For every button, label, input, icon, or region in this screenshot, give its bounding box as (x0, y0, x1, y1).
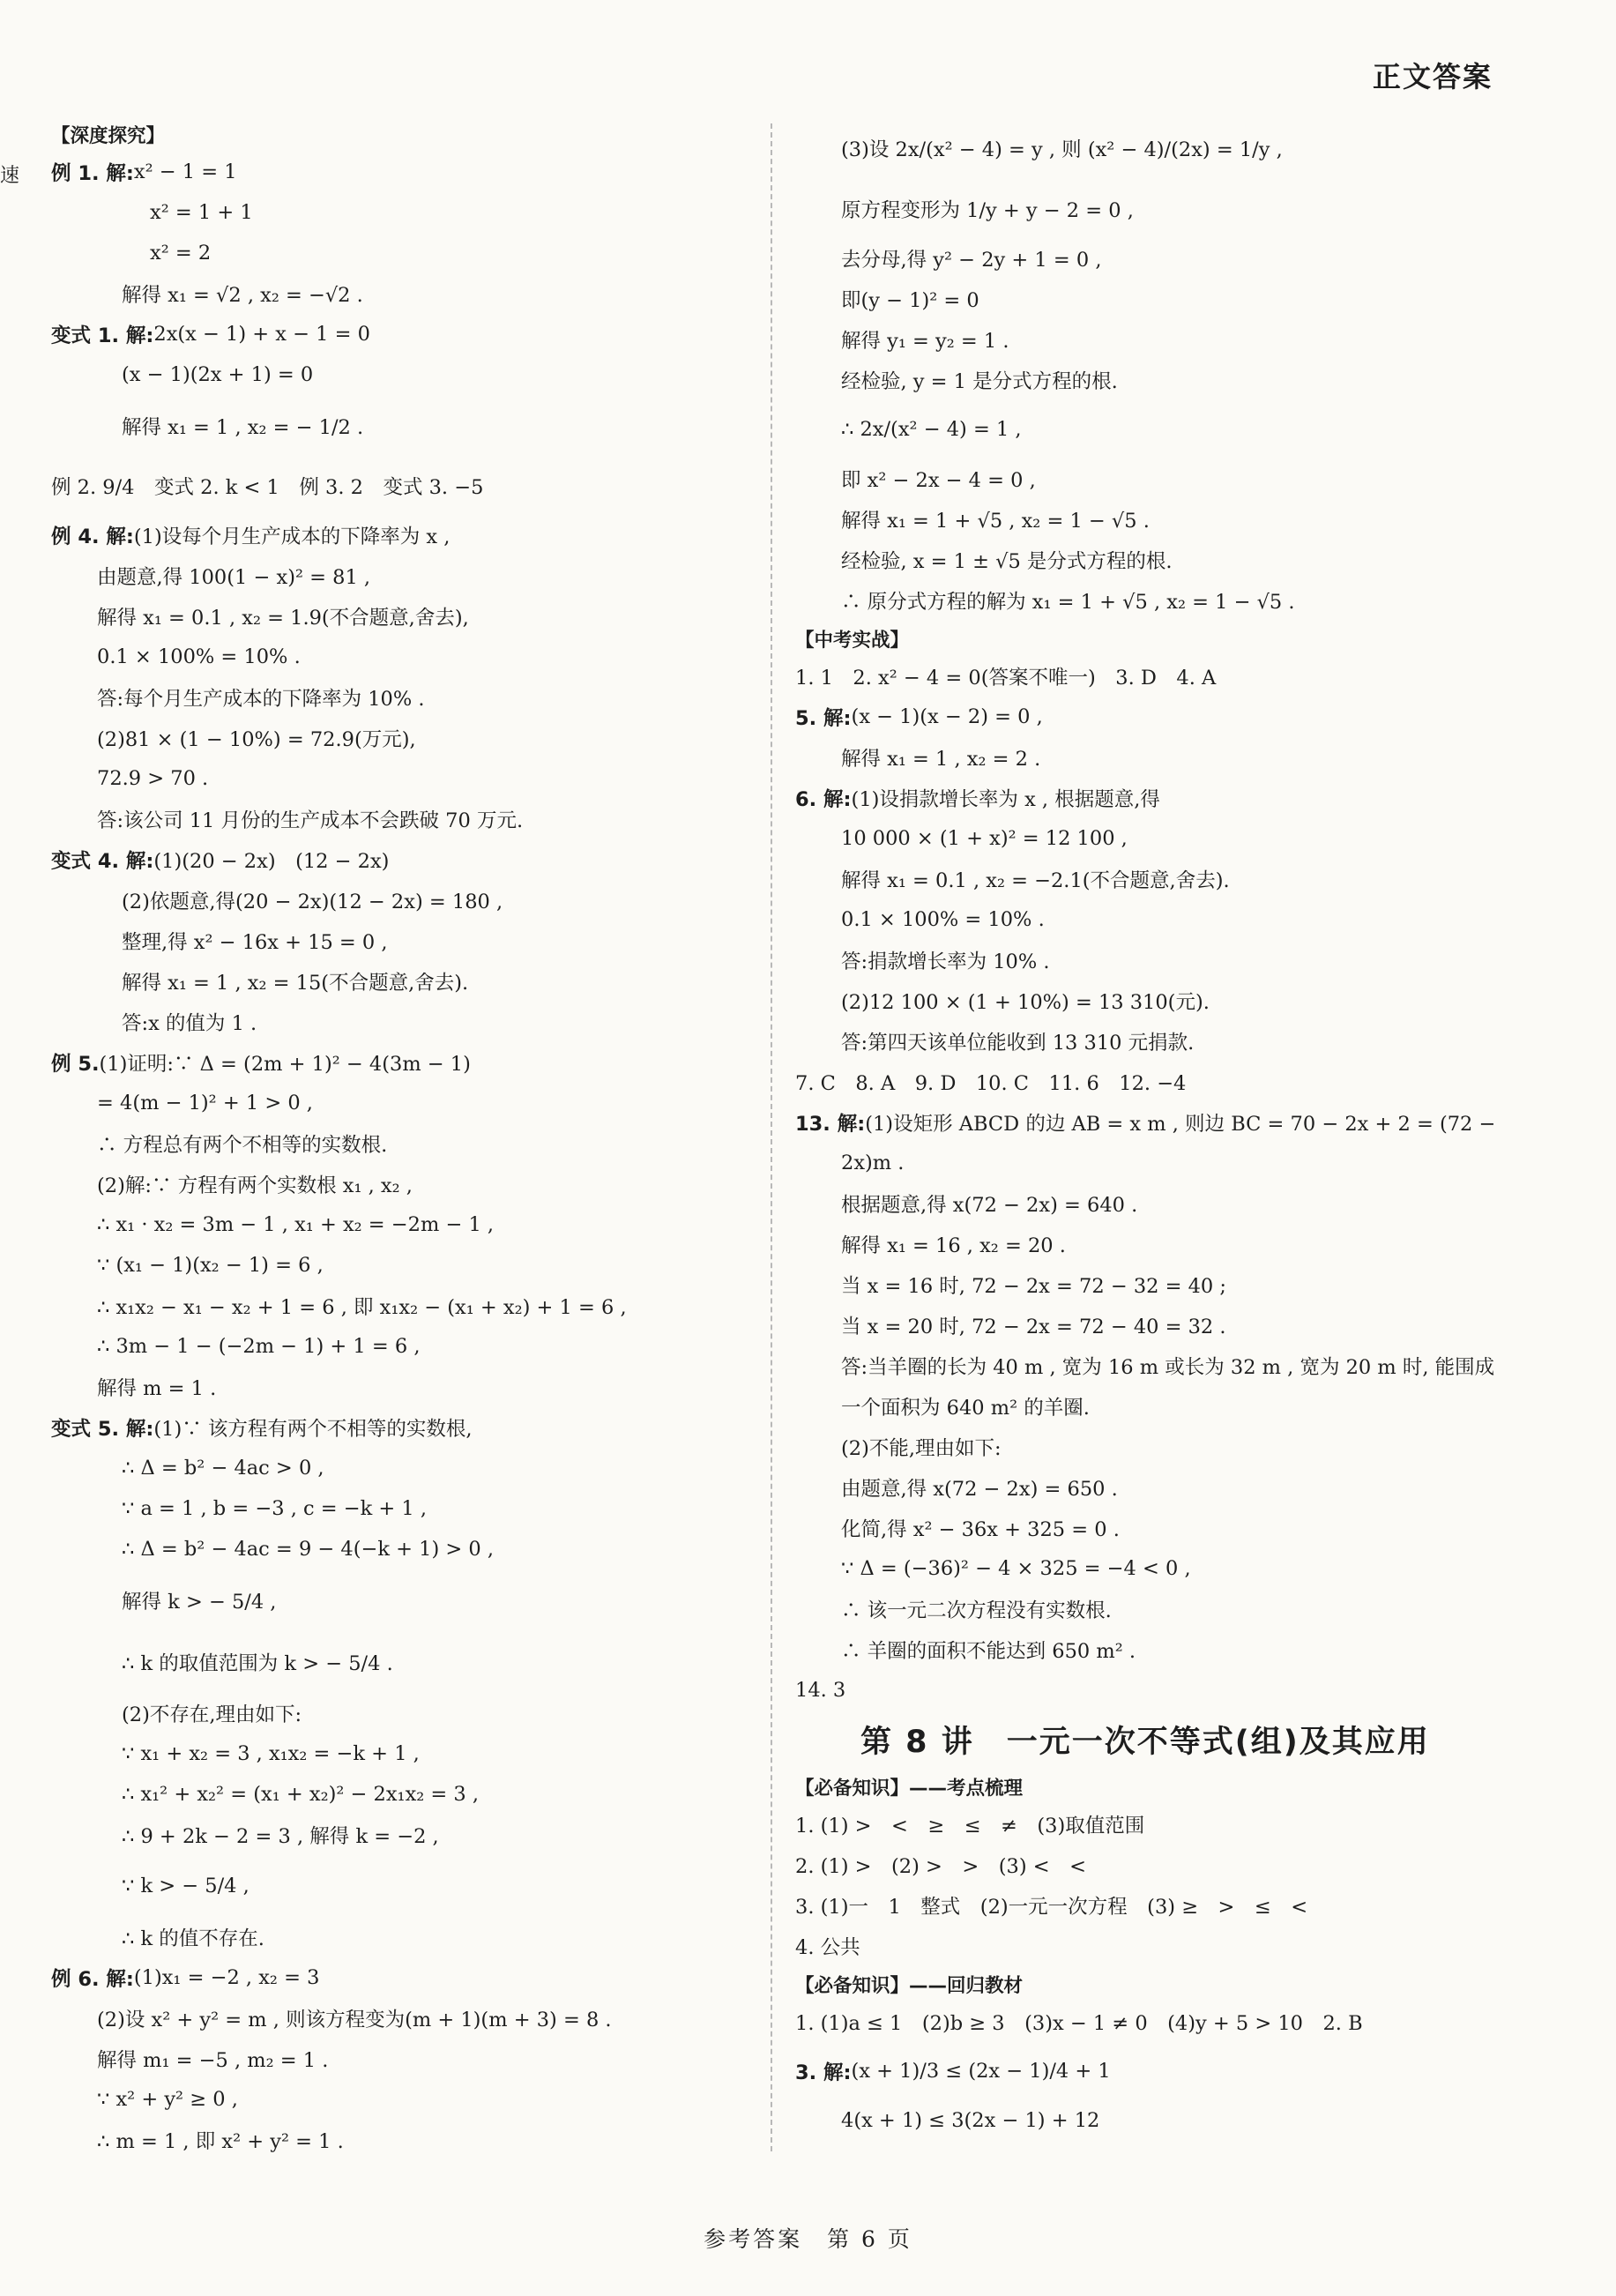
answer-line: 解得 x₁ = 0.1 , x₂ = 1.9(不合题意,舍去), (97, 607, 469, 630)
answer-line: (3)设 2x/(x² − 4) = y , 则 (x² − 4)/(2x) = 1/y , (841, 138, 1283, 161)
answer-line: 答:捐款增长率为 10% . (841, 950, 1050, 973)
answer-line: 4. 公共 (795, 1936, 860, 1959)
question-label: 13. 解: (795, 1113, 866, 1136)
answer-line: ∴ Δ = b² − 4ac > 0 , (122, 1457, 324, 1480)
answer-line: 0.1 × 100% = 10% . (97, 645, 301, 668)
answer-line: ∴ x₁x₂ − x₁ − x₂ + 1 = 6 , 即 x₁x₂ − (x₁ + x₂) + 1 = 6 , (97, 1296, 627, 1319)
labeled-answer-line (51, 152, 748, 192)
answer-line: 1. (1)a ≤ 1 (2)b ≥ 3 (3)x − 1 ≠ 0 (4)y + 5 > 10 2. B (795, 2012, 1363, 2035)
answer-line: 一个面积为 640 m² 的羊圈. (841, 1397, 1090, 1420)
lecture-title: 第 8 讲 一元一次不等式(组)及其应用 (860, 1725, 1430, 1760)
labeled-answer-line (51, 314, 748, 354)
answer-line: 整理,得 x² − 16x + 15 = 0 , (122, 931, 388, 954)
answer-line: (2)设 x² + y² = m , 则该方程变为(m + 1)(m + 3) = 8 . (97, 2009, 612, 2031)
answer-line: ∴ m = 1 , 即 x² + y² = 1 . (97, 2130, 344, 2153)
question-label: 6. 解: (795, 788, 852, 811)
answer-line: 答:每个月生产成本的下降率为 10% . (97, 688, 425, 711)
labeled-answer-line (795, 778, 1501, 818)
answer-line: ∴ 方程总有两个不相等的实数根. (97, 1134, 388, 1157)
answer-line: ∴ 2x/(x² − 4) = 1 , (841, 418, 1022, 441)
section-heading: 【中考实战】 (795, 629, 910, 652)
answer-line: 解得 x₁ = 0.1 , x₂ = −2.1(不合题意,舍去). (841, 869, 1230, 892)
answer-line: 去分母,得 y² − 2y + 1 = 0 , (841, 249, 1102, 272)
answer-line: (2)12 100 × (1 + 10%) = 13 310(元). (841, 991, 1210, 1014)
answer-line: ∴ k 的取值范围为 k > − 5/4 . (122, 1652, 393, 1675)
answer-line: 即(y − 1)² = 0 (841, 289, 979, 312)
answer-line: 4(x + 1) ≤ 3(2x − 1) + 12 (841, 2109, 1100, 2132)
labeled-answer-line (51, 1407, 748, 1448)
answer-line: ∴ 羊圈的面积不能达到 650 m² . (841, 1640, 1136, 1663)
labeled-answer-line (795, 697, 1501, 737)
section-heading: 【必备知识】——回归教材 (795, 1974, 1024, 1997)
answer-line: (2)不能,理由如下: (841, 1437, 1002, 1460)
answer-line: 原方程变形为 1/y + y − 2 = 0 , (841, 199, 1134, 222)
section-heading: 【必备知识】——考点梳理 (795, 1777, 1024, 1800)
answer-line: 由题意,得 x(72 − 2x) = 650 . (841, 1478, 1118, 1501)
answer-line: 3. (1)一 1 整式 (2)一元一次方程 (3) ≥ > ≤ < (795, 1896, 1308, 1919)
answer-line: x² = 2 (150, 242, 212, 265)
answer-text: (1)∵ 该方程有两个不相等的实数根, (153, 1418, 473, 1441)
answer-line: 解得 y₁ = y₂ = 1 . (841, 330, 1009, 353)
answer-line: 由题意,得 100(1 − x)² = 81 , (97, 566, 371, 589)
answer-line: 例 2. 9/4 变式 2. k < 1 例 3. 2 变式 3. −5 (51, 476, 484, 499)
answer-line: 解得 x₁ = 1 , x₂ = 2 . (841, 748, 1041, 771)
question-label: 变式 4. 解: (51, 850, 154, 873)
answer-line: 答:第四天该单位能收到 13 310 元捐款. (841, 1032, 1195, 1055)
answer-line: 答:该公司 11 月份的生产成本不会跌破 70 万元. (97, 809, 524, 832)
answer-text: (x − 1)(x − 2) = 0 , (851, 705, 1043, 728)
answer-line: 14. 3 (795, 1679, 846, 1702)
answer-line: ∵ a = 1 , b = −3 , c = −k + 1 , (122, 1497, 428, 1520)
labeled-answer-line (51, 839, 748, 880)
page-footer: 参考答案 第 6 页 (704, 2226, 912, 2252)
answer-line: 解得 x₁ = √2 , x₂ = −√2 . (122, 284, 363, 307)
answer-line: 解得 k > − 5/4 , (122, 1591, 277, 1614)
answer-text: 2x(x − 1) + x − 1 = 0 (153, 323, 370, 346)
page-header-title: 正文答案 (1372, 60, 1493, 93)
answer-line: ∵ Δ = (−36)² − 4 × 325 = −4 < 0 , (841, 1557, 1191, 1580)
labeled-answer-line (795, 1102, 1501, 1143)
labeled-answer-line (51, 1042, 748, 1083)
answer-text: (1)证明:∵ Δ = (2m + 1)² − 4(3m − 1) (99, 1053, 471, 1076)
answer-line: 0.1 × 100% = 10% . (841, 908, 1045, 931)
answer-text: (1)x₁ = −2 , x₂ = 3 (133, 1966, 320, 1989)
answer-line: 答:当羊圈的长为 40 m , 宽为 16 m 或长为 32 m , 宽为 20 m 时, 能围成 (841, 1356, 1495, 1379)
answer-line: 答:x 的值为 1 . (122, 1012, 257, 1035)
question-label: 3. 解: (795, 2061, 852, 2084)
labeled-answer-line (51, 1957, 748, 1998)
answer-line: ∵ x₁ + x₂ = 3 , x₁x₂ = −k + 1 , (122, 1742, 420, 1765)
answer-line: = 4(m − 1)² + 1 > 0 , (97, 1092, 313, 1114)
answer-line: ∵ (x₁ − 1)(x₂ − 1) = 6 , (97, 1254, 324, 1277)
question-label: 变式 5. 解: (51, 1418, 154, 1441)
page-edge-character: 速 (0, 165, 20, 187)
answer-line: 经检验, x = 1 ± √5 是分式方程的根. (841, 550, 1173, 573)
answer-line: 解得 m = 1 . (97, 1377, 217, 1400)
answer-line: (x − 1)(2x + 1) = 0 (122, 363, 314, 386)
answer-text: (1)(20 − 2x) (12 − 2x) (153, 850, 390, 873)
answer-text: (1)设每个月生产成本的下降率为 x , (133, 526, 451, 548)
answer-line: ∴ x₁ · x₂ = 3m − 1 , x₁ + x₂ = −2m − 1 , (97, 1213, 495, 1236)
answer-line: 解得 x₁ = 16 , x₂ = 20 . (841, 1234, 1066, 1257)
question-label: 5. 解: (795, 707, 852, 730)
question-label: 例 5. (51, 1053, 100, 1076)
answer-line: 解得 x₁ = 1 , x₂ = 15(不合题意,舍去). (122, 972, 469, 995)
answer-line: 7. C 8. A 9. D 10. C 11. 6 12. −4 (795, 1072, 1187, 1095)
left-answer-column (51, 116, 748, 2160)
answer-line: 72.9 > 70 . (97, 767, 209, 790)
answer-line: (2)依题意,得(20 − 2x)(12 − 2x) = 180 , (122, 891, 503, 913)
answer-line: 经检验, y = 1 是分式方程的根. (841, 370, 1118, 393)
answer-line: ∴ 3m − 1 − (−2m − 1) + 1 = 6 , (97, 1335, 421, 1358)
answer-text: (1)设矩形 ABCD 的边 AB = x m , 则边 BC = 70 − 2x + 2 = (72 − (865, 1113, 1496, 1136)
labeled-answer-line (51, 515, 748, 555)
answer-line: (2)解:∵ 方程有两个实数根 x₁ , x₂ , (97, 1174, 413, 1197)
question-label: 例 1. 解: (51, 162, 134, 185)
section-heading: 【深度探究】 (51, 124, 166, 147)
answer-line: ∴ k 的值不存在. (122, 1927, 264, 1950)
answer-line: ∵ x² + y² ≥ 0 , (97, 2088, 238, 2111)
answer-line: 1. 1 2. x² − 4 = 0(答案不唯一) 3. D 4. A (795, 667, 1217, 690)
answer-line: 1. (1) > < ≥ ≤ ≠ (3)取值范围 (795, 1815, 1145, 1838)
column-divider (771, 123, 772, 2151)
answer-line: 解得 x₁ = 1 , x₂ = − 1/2 . (122, 416, 364, 439)
answer-line: ∴ 9 + 2k − 2 = 3 , 解得 k = −2 , (122, 1825, 439, 1848)
answer-line: 根据题意,得 x(72 − 2x) = 640 . (841, 1194, 1138, 1217)
labeled-answer-line (795, 2042, 1501, 2100)
answer-line: 2x)m . (841, 1152, 905, 1174)
answer-line: 2. (1) > (2) > > (3) < < (795, 1855, 1086, 1878)
right-answer-column (795, 116, 1501, 2141)
answer-line: ∴ Δ = b² − 4ac = 9 − 4(−k + 1) > 0 , (122, 1538, 495, 1561)
answer-line: (2)81 × (1 − 10%) = 72.9(万元), (97, 728, 416, 751)
question-label: 变式 1. 解: (51, 324, 154, 347)
answer-line: ∵ k > − 5/4 , (122, 1875, 249, 1897)
answer-line: 解得 m₁ = −5 , m₂ = 1 . (97, 2049, 329, 2072)
answer-line: 当 x = 16 时, 72 − 2x = 72 − 32 = 40 ; (841, 1275, 1226, 1298)
answer-line: 化简,得 x² − 36x + 325 = 0 . (841, 1518, 1120, 1541)
question-label: 例 4. 解: (51, 526, 134, 548)
answer-text: x² − 1 = 1 (133, 160, 237, 183)
answer-line: 即 x² − 2x − 4 = 0 , (841, 469, 1036, 492)
question-label: 例 6. 解: (51, 1968, 134, 1991)
answer-line: 解得 x₁ = 1 + √5 , x₂ = 1 − √5 . (841, 510, 1150, 533)
answer-line: ∴ 原分式方程的解为 x₁ = 1 + √5 , x₂ = 1 − √5 . (841, 591, 1295, 614)
answer-text: (x + 1)/3 ≤ (2x − 1)/4 + 1 (851, 2060, 1111, 2083)
answer-line: 当 x = 20 时, 72 − 2x = 72 − 40 = 32 . (841, 1316, 1226, 1338)
answer-line: 10 000 × (1 + x)² = 12 100 , (841, 827, 1128, 850)
answer-text: (1)设捐款增长率为 x , 根据题意,得 (851, 788, 1160, 811)
answer-line: ∴ 该一元二次方程没有实数根. (841, 1599, 1112, 1622)
answer-line: ∴ x₁² + x₂² = (x₁ + x₂)² − 2x₁x₂ = 3 , (122, 1783, 480, 1806)
answer-line: x² = 1 + 1 (150, 201, 253, 224)
answer-line: (2)不存在,理由如下: (122, 1703, 302, 1726)
